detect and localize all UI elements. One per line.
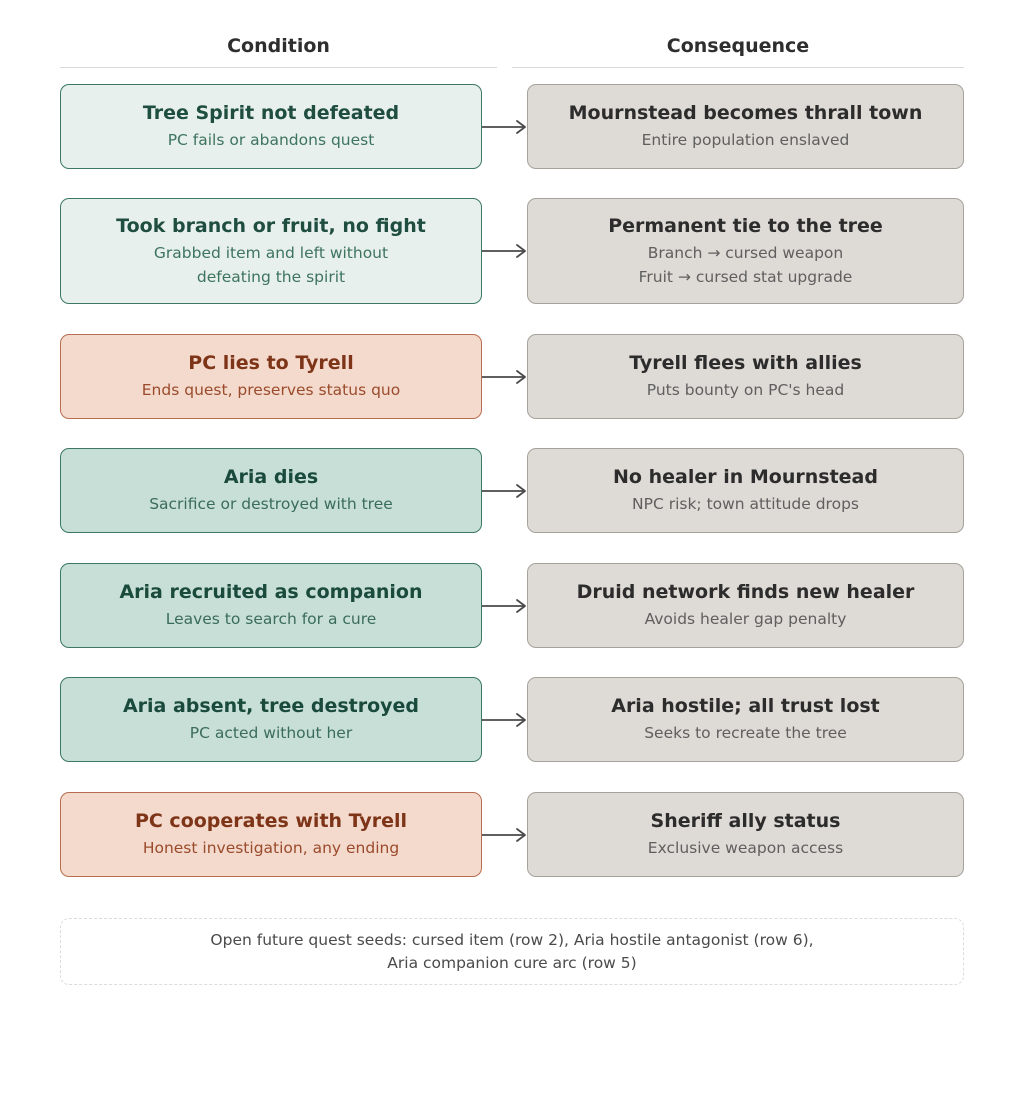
consequence-box xyxy=(527,563,964,648)
condition-column-header: Condition xyxy=(60,34,497,68)
description-line: Exclusive weapon access xyxy=(647,839,844,857)
description-line: Leaves to search for a cure xyxy=(165,610,377,628)
condition-description xyxy=(143,836,399,860)
condition-title: Took branch or fruit, no fight xyxy=(116,214,426,237)
condition-description xyxy=(168,128,375,152)
description-line: Ends quest, preserves status quo xyxy=(141,381,401,399)
consequence-title: Sheriff ally status xyxy=(650,810,841,832)
arrow-right-icon xyxy=(482,483,527,499)
description-line: Seeks to recreate the tree xyxy=(644,724,847,742)
consequence-title: Mournstead becomes thrall town xyxy=(568,102,923,124)
condition-title: Aria absent, tree destroyed xyxy=(122,695,420,717)
consequence-box xyxy=(527,448,964,533)
description-line: NPC risk; town attitude drops xyxy=(632,495,859,513)
condition-title: PC lies to Tyrell xyxy=(188,352,354,374)
consequence-box xyxy=(527,334,964,419)
description-line: Honest investigation, any ending xyxy=(142,839,400,857)
consequence-description xyxy=(639,241,853,289)
consequence-description xyxy=(645,607,847,631)
condition-box xyxy=(60,448,482,533)
arrow-right-icon xyxy=(482,369,527,385)
condition-title: Aria recruited as companion xyxy=(119,581,423,603)
description-line: Grabbed item and left without xyxy=(153,243,389,262)
description-line: defeating the spirit xyxy=(196,267,346,286)
description-line: PC acted without her xyxy=(189,724,353,742)
condition-description xyxy=(149,492,393,516)
arrow-right-icon xyxy=(482,119,527,135)
description-line: Puts bounty on PC's head xyxy=(646,381,845,399)
condition-title: PC cooperates with Tyrell xyxy=(134,810,408,832)
consequence-column-header: Consequence xyxy=(512,34,964,68)
consequence-description xyxy=(632,492,859,516)
condition-description xyxy=(166,607,377,631)
consequence-description xyxy=(648,836,843,860)
arrow-right-icon xyxy=(482,827,527,843)
consequence-box xyxy=(527,198,964,304)
condition-box xyxy=(60,792,482,877)
condition-box xyxy=(60,677,482,762)
condition-title: Tree Spirit not defeated xyxy=(142,102,400,124)
description-line: Sacrifice or destroyed with tree xyxy=(149,495,393,513)
arrow-right-icon xyxy=(482,243,527,259)
condition-title: Aria dies xyxy=(223,466,319,488)
consequence-title: Tyrell flees with allies xyxy=(629,352,862,374)
condition-description xyxy=(190,721,352,745)
condition-box xyxy=(60,334,482,419)
description-line: Branch → cursed weapon xyxy=(647,243,844,262)
description-line: Avoids healer gap penalty xyxy=(644,610,847,628)
footnote-box xyxy=(60,918,964,985)
description-line: Fruit → cursed stat upgrade xyxy=(638,267,853,286)
condition-box xyxy=(60,84,482,169)
description-line: Entire population enslaved xyxy=(641,131,850,149)
condition-description xyxy=(154,241,388,289)
consequence-box xyxy=(527,677,964,762)
consequence-description xyxy=(647,378,845,402)
consequence-description xyxy=(644,721,847,745)
condition-box xyxy=(60,198,482,304)
arrow-right-icon xyxy=(482,712,527,728)
consequence-description xyxy=(642,128,850,152)
consequence-box xyxy=(527,792,964,877)
condition-description xyxy=(142,378,400,402)
consequence-title: Druid network finds new healer xyxy=(576,581,915,603)
footnote-line: Open future quest seeds: cursed item (row 2), Aria hostile antagonist (row 6), xyxy=(210,930,814,949)
arrow-right-icon xyxy=(482,598,527,614)
consequence-title: Aria hostile; all trust lost xyxy=(611,695,880,717)
condition-box xyxy=(60,563,482,648)
consequence-title: No healer in Mournstead xyxy=(613,466,878,488)
footnote-line: Aria companion cure arc (row 5) xyxy=(387,953,637,972)
consequence-title: Permanent tie to the tree xyxy=(608,214,883,237)
description-line: PC fails or abandons quest xyxy=(167,131,375,149)
consequence-box xyxy=(527,84,964,169)
